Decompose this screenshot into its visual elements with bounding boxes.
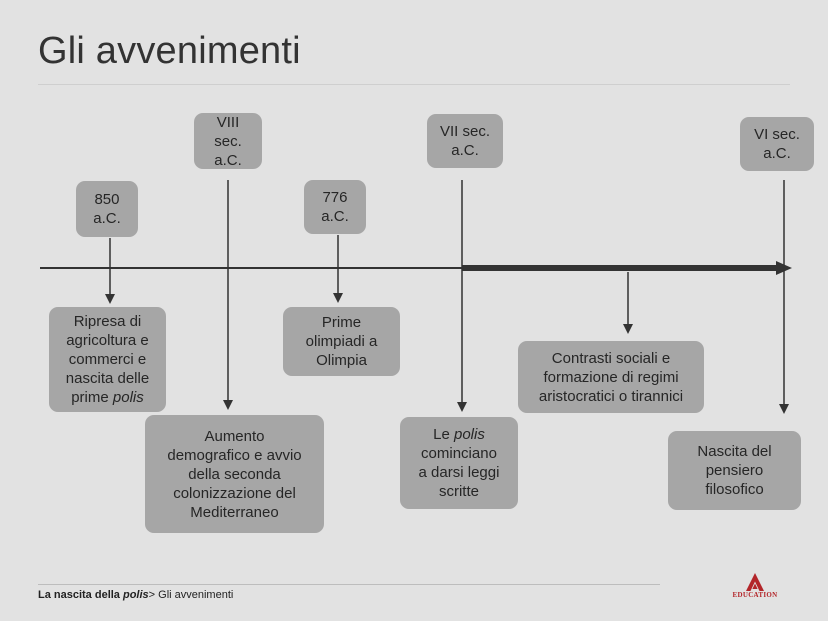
breadcrumb-section: La nascita della [38, 589, 123, 601]
event-line: demografico e avvio [167, 446, 302, 464]
education-logo [724, 572, 786, 604]
event-line: Prime [321, 314, 362, 331]
event-line: colonizzazione del [173, 484, 296, 502]
breadcrumb [38, 589, 233, 601]
event-line: agricoltura e [66, 332, 149, 349]
event-line-last [66, 388, 149, 407]
event-line: pensiero [705, 462, 764, 479]
date-box-776 [304, 180, 366, 234]
date-line: a.C. [321, 208, 349, 225]
event-line: Contrasti sociali e [551, 349, 671, 367]
event-line: nascita delle [65, 370, 150, 387]
date-line: a.C. [214, 151, 242, 169]
event-line-first [419, 425, 500, 444]
event-line: filosofico [705, 481, 764, 498]
date-line: 850 [94, 191, 120, 208]
date-line: sec. [214, 132, 242, 150]
date-box-vi-sec [740, 117, 814, 171]
breadcrumb-current: > Gli avvenimenti [148, 589, 234, 601]
date-line: VI sec. [754, 126, 800, 143]
event-line: commerci e [68, 351, 147, 368]
date-line: VII sec. [439, 123, 491, 140]
date-box-viii-sec [194, 113, 262, 169]
event-line: formazione di regimi [543, 368, 679, 386]
date-line: a.C. [93, 210, 121, 227]
event-line: Aumento [204, 427, 265, 445]
page-title: Gli avvenimenti [38, 30, 301, 72]
event-line: della seconda [188, 465, 281, 483]
date-line: a.C. [451, 142, 479, 159]
event-italic-term: polis [112, 389, 144, 406]
event-line: Olimpia [316, 352, 367, 369]
breadcrumb-italic-term: polis [122, 589, 149, 601]
event-text: prime [71, 389, 113, 406]
event-line: scritte [438, 483, 479, 500]
event-line: cominciano [421, 445, 497, 462]
logo-text: EDUCATION [732, 591, 778, 599]
event-line: olimpiadi a [305, 333, 378, 350]
event-line: Nascita del [697, 443, 772, 460]
footer-divider [38, 584, 660, 585]
event-box-aumento [145, 415, 324, 533]
date-line: a.C. [763, 145, 791, 162]
event-line: a darsi leggi [418, 464, 500, 481]
date-box-vii-sec [427, 114, 503, 168]
date-line: VIII [216, 113, 240, 131]
date-box-850 [76, 181, 138, 237]
event-line: Ripresa di [73, 313, 142, 330]
event-line: Mediterraneo [190, 503, 279, 521]
event-box-ripresa [49, 307, 166, 412]
event-box-leggi [400, 417, 518, 509]
event-box-filosofico [668, 431, 801, 510]
event-italic-term: polis [453, 426, 485, 443]
event-box-contrasti [518, 341, 704, 413]
event-line: aristocratici o tirannici [538, 387, 684, 405]
event-text: Le [433, 426, 454, 443]
mondadori-a-logo-icon [744, 572, 766, 592]
event-box-olimpiadi [283, 307, 400, 376]
date-line: 776 [322, 189, 348, 206]
